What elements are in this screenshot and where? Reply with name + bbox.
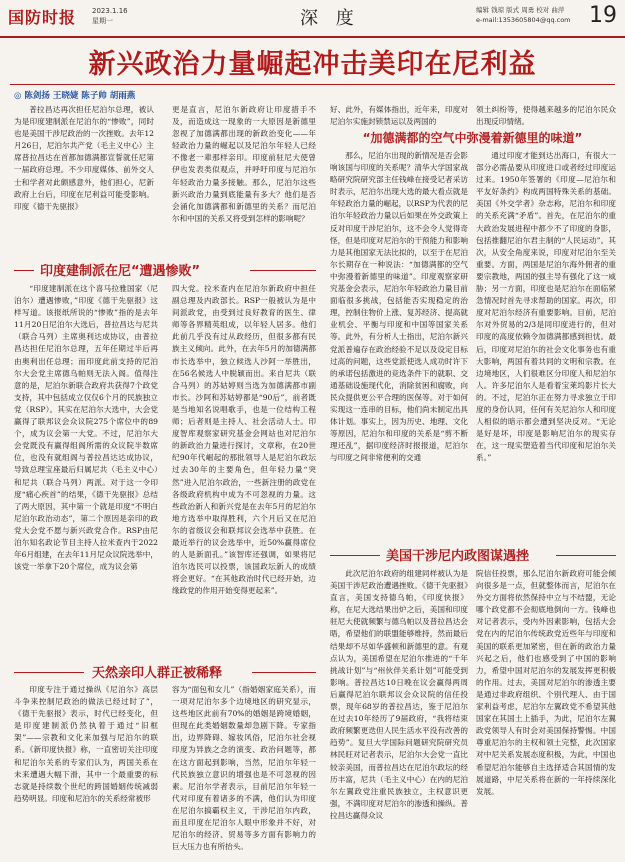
col1-intro-text: 普拉昌达再次担任尼泊尔总理，被认为是印度建制派在尼泊尔的“惨败”，同时也是美国干涉尼政治的一次挫败。去年12月26日，尼泊尔共产党（毛主义中心）主席普拉昌达在首都加德满都宣誓就任尼第一届政府总理。不少印度媒体、前外交人士和学者对此颇感意外，他们担心，尼新政府上台后，印度在尼利益可能受影响。印度《德干先驱报》 [14,105,154,211]
subheading-2-rule-right [556,555,616,556]
subheading-2-rule-left [330,555,380,556]
col1-mid-text: “印度建制派在这个喜马拉雅国家（尼泊尔）遭遇惨败，”印度《德干先驱报》这样写道。该报纸所说的“惨败”指的是去年11月20日尼泊尔大选后，普拉昌达与尼共（联合马列）主席奥利达成协议，由普拉昌达担任尼泊尔总理，五年任期过半后再由奥利出任总理；而印度此前支持的尼泊尔大会党主席德乌帕则无法入阁。值得注意的是，尼泊尔新联合政府共获得7个政党支持，其中包括成立仅仅6个月的民族独立党（RSP）。其实在尼泊尔大选中，大会党赢得了联邦议会众议院275个席位中的89个，成为议会第一大党。不过，尼泊尔大会党既没有赢得组阁所需的众议院半数席位，也没有就组阁与普拉昌达达成协议，导致总理宝座最后归属尼共（毛主义中心）和尼共（联合马列）两派。对于这一令印度“痛心疾首”的结果，《德干先驱报》总结了两大原因，其中第一个就是印度“不明白尼泊尔政治动态”，第二个原因是亲印的政党大会党不愿与新兴政党合作。RSP由尼泊尔知名政论节目主持人拉米查内于2022年6月组建，在去年11月尼众议院选举中，该党一举拿下20个席位，成为议会第 [14,284,158,572]
section-title: 深 度 [300,8,360,29]
col4-mid [476,150,616,535]
col3-top-text: 好、此外，有媒体指出，近年来，印度对尼泊尔实施封锁禁运以及两国的 [330,105,468,127]
subheading-3: 天然亲印人群正被稀释 [92,666,223,681]
issue-date [92,6,128,26]
col1-low-text: 印度专注于通过操纵《尼泊尔》高层斗争来控制尼政治的做法已经过时了”，《德干先驱报》表示，时代已经变化，但是印度建制派仍然执着于通过“旧框架”——宗教和文化来加强与尼泊尔的联系。《新印度快报》称，一直密切关注印度和尼泊尔关系的专家们认为，两国关系在未来遭遇大幅下滑，其中一个最重要的标志就是持续数个世纪的跨国婚姻传统减弱趋势明显。印度和尼泊尔的关系经常被形 [14,685,158,803]
col1-intro [14,104,154,251]
subheading-3-rule-right [252,672,316,673]
byline: ◎ 陈剑扬 王晓婕 陈子帅 胡雨燕 [14,91,136,101]
col1-low [14,684,158,858]
col2-mid-text: 四大党。拉米查内在尼泊尔新政府中担任副总理及内政部长。RSP一般被认为是中间派政党，由受到过良好教育的医生、律师等各界精英组成，以年轻人居多。他们此前几乎没有过从政经历，但很多都有民族主义倾向。此外，在去年5月的加德满都市长选举中，独立候选人沙阿一举胜出，在56名候选人中脱颖而出。来自尼共（联合马列）的苏姑婷则当选为加德满都市副市长。沙阿和苏姑婷都是“90后”，前者既是当地知名说唱歌手，也是一位结构工程师；后者则是主持人、社会活动人士。印度智库观察家研究基金会网站也对尼泊尔的新政治力量进行探讨，文章称，在20世纪90年代崛起的那批领导人是尼泊尔政坛过去30年的主要角色，但年轻力量“突然”进入尼泊尔政治，一些新注册的政党在各级政府机构中成为不可忽视的力量。这些政治新人和新兴党是在去年5月的尼泊尔地方选举中取得胜利，六个月后又在尼泊尔的省级议会和联邦议会选举中获胜。在最近举行的议会选举中，近50%赢得席位的人是新面孔。”该智库还强调，如果将尼泊尔选民可以投票，该国政坛新人的成绩将会更好。“在其他政治时代已经开始，边缘政党的作用开始变得更起来”。 [172,284,316,596]
editors-email: e-mail:1353605804@qq.com [476,16,571,24]
col2-top-text: 更是直言，尼泊尔新政府让印度措手不及，而造成这一现象的一大原因是新德里忽视了加德满都出现的新政治变化——年轻政治力量的崛起以及尼泊尔年轻人已经不像老一辈那样亲印。印度前驻尼大使曾伊也发表类似观点，并呼吁印度与尼泊尔年轻政治力量多接触。那么，尼泊尔这些新兴政治力量到底能量有多大？他们是否会涌化加德满都和新德里的关系？而尼泊尔和中国的关系又将受到怎样的影响呢？ [172,105,316,223]
newspaper-logo: 国防时报 [8,8,77,27]
page-number: 19 [589,3,617,28]
col4-top [476,104,616,129]
editors-line: 编辑 钱琼 版式 周勇 校对 曲萍 [476,6,565,14]
pull-quote-title: “加德满都的空气中弥漫着新德里的味道” [362,131,583,145]
date-text: 2023.1.16 [92,7,128,15]
col3-low-text: 此次尼泊尔政府的组建同样被认为是美国干涉尼政治遭遇挫败。《德干先驱报》直言，美国支持德乌帕，《印度快报》称，在尼大选结果出炉之后，美国和印度驻尼大使就频繁与德乌帕以及普拉昌达会晤，希望他们的联盟能够维持，然而最后结果却不尽如华盛顿和新德里的意。有观点认为，美国希望在尼泊尔推进的“千年挑战计划”与“州伙伴关系计划”可能受到影响。普拉昌达10日晚在议会赢得两周后赢得尼泊尔联邦议会众议院的信任投票，现年68岁的普拉昌达，鉴于尼泊尔在过去10年经历了9届政府，“我将结束政府频繁更迭但人民生活水平没有改善的趋势”。复旦大学国际问题研究院研究员林民旺对记者表示，尼泊尔大会党一直比较亲美国，而普拉昌达在尼泊尔政坛的经历丰富，尼共（毛主义中心）在内的尼泊尔左翼政党注重民族独立，主权意识更强，不满印度对尼泊尔的渗透和操纵。普拉昌达赢得众议 [330,569,468,820]
editors-credit [476,5,586,25]
col2-top [172,104,316,251]
col2-mid [172,283,316,653]
col4-top-text: 领土纠纷等，使得越来越多的尼泊尔民众出现反印情绪。 [476,105,616,127]
col4-mid-text: 通过印度才能到达出海口，有很大一部分必需品要从印度进口或者经过印度运过来。1950年签署的《印度—尼泊尔和平友好条约》构成两国特殊关系的基础。美国《外交学者》杂志称，尼泊尔和印度的关系充满“矛盾”。首先，在尼泊尔的重大政治发展进程中都少不了印度的身影，包括推翻尼泊尔君主制的“人民运动”。其次，从安全角度来说，印度对尼泊尔至关重要。方面，两国是尼泊尔海外佣者的重要宗教地，两国的强主导有强化了这一威胁；另一方面，印度也是尼泊尔在面临紧急情况时首先寻求帮助的国家。再次，印度对尼泊尔经济有重要影响。目前，尼泊尔对外贸易的2/3是同印度进行的，但对印度的高度依赖令加德满都感到担忧。最后，印度对尼泊尔的社会文化事务也有重大影响，两国有着共同的文明和宗教。在边境地区，人们很难区分印度人和尼泊尔人。许多尼泊尔人是看着宝莱坞影片长大的。不过，尼泊尔正在努力寻求独立于印度的身份认同，任何有关尼泊尔人和印度人相似的暗示都会遭到坚决反对。“无论是好是坏，印度是影响尼泊尔的现实存在，这一现实塑造着当代印度和尼泊尔关系。” [476,151,616,463]
col3-top [330,104,468,129]
col3-mid [330,150,468,535]
main-headline: 新兴政治力量崛起冲击美印在尼利益 [88,49,537,80]
subheading-1-rule-left [14,270,34,271]
col2-low [172,684,316,858]
weekday-text: 星期一 [92,17,113,25]
col3-mid-text: 那么，尼泊尔出现的新情况是否会影响该国与印度的关系呢？清华大学国家战略研究院研究部主任钱峰在接受记者采访时表示，尼泊尔出现大选的最大看点就是年轻政治力量的崛起，以RSP为代表的尼泊尔年轻政治力量以后如果在外交政策上反对印度干涉尼泊尔，这不会令人觉得奇怪，但是印度对尼泊尔的干预能力和影响力是其他国家无法比拟的，以至于在尼泊尔长期存在一种说法：“加德满都的空气中弥漫着新德里的味道”。印度观察家研究基金会表示，尼泊尔年轻政治力量目前面临很多挑战，包括能否实现稳定的治理，控制住物价上涨、复苏经济、提高就业机会、平衡与印度和中国等国家关系等。此外，有分析人士指出，尼泊尔新兴党派普遍存在政治经验不足以及设定目标过高的问题，这些党派使选人成功时许下的承诺包括激进的竞选条件下的就职、交通基础设施现代化，消除贫困和腐败，向民众提供更公平合理的医保等。对于如何实现这一连串的目标，他们尚未制定出具体计划。事实上，因为历史、地理、文化等原因，尼泊尔和印度的关系是“剪不断理还乱”，据印度经济时报报道，尼泊尔与印度之间非常便利的交通 [330,151,468,463]
subheading-1: 印度建制派在尼“遭遇惨败” [40,264,201,279]
col4-low [476,568,616,858]
col3-low [330,568,468,858]
masthead [0,0,625,38]
col4-low-text: 院信任投票，那么尼泊尔新政府可能会倾向很多是一点，但就整体而言，尼泊尔在外交方面将依然保持中立与不结盟，无论哪个政党都不会彻底地倒向一方。钱峰也对记者表示，受内外因素影响，包括大会党在内的尼泊尔传统政党近些年与印度和美国的联系更加紧密，但在新的政治力量兴起之后，他们也感受到了中国的影响力，希望中国对尼泊尔的发展发挥更积极的作用。过去，美国对尼泊尔的渗透主要是通过非政府组织、个别代理人、由于国家利益考虑，尼泊尔左翼政党不希望其他国家在其国土上插手，为此，尼泊尔左翼政党领导人有时会对美国保持警惕。中国尊重尼泊尔的主权和领土完整，此次国家对中尼关系发展态度积极，为此，中国也希望尼泊尔能够自主选择适合其国情的发展道路，中尼关系将在新的一年持续深化发展。 [476,569,616,796]
col1-mid [14,283,158,653]
headline-rule [10,84,615,85]
subheading-3-rule-left [14,672,84,673]
subheading-1-rule-right [250,270,316,271]
col2-low-text: 容为“面包和女儿”（指婚姻家庭关系），而一项对尼泊尔多个边境地区的研究显示，这些地区此前有70%的婚姻是跨境婚姻，但现在此类婚姻数量却急剧下降。专家指出，边界降碍、嫁妆风俗，尼泊尔社会视印度为异族之念的演变、政治问题等，都在这方面起到影响，当然，尼泊尔年轻一代民族独立意识的增强也是不可忽视的因素。尼泊尔学者表示，目前尼泊尔年轻一代对印度有着诸多的不满，他们认为印度在尼泊尔搞霸权主义，干涉尼泊尔内政，而且印度在尼泊尔人眼中形象并不好，对尼泊尔的经济、贸易等多方面有影响力的巨大压力也有所抬头。 [172,685,316,852]
subheading-2: 美国干涉尼内政图谋遇挫 [386,549,530,564]
